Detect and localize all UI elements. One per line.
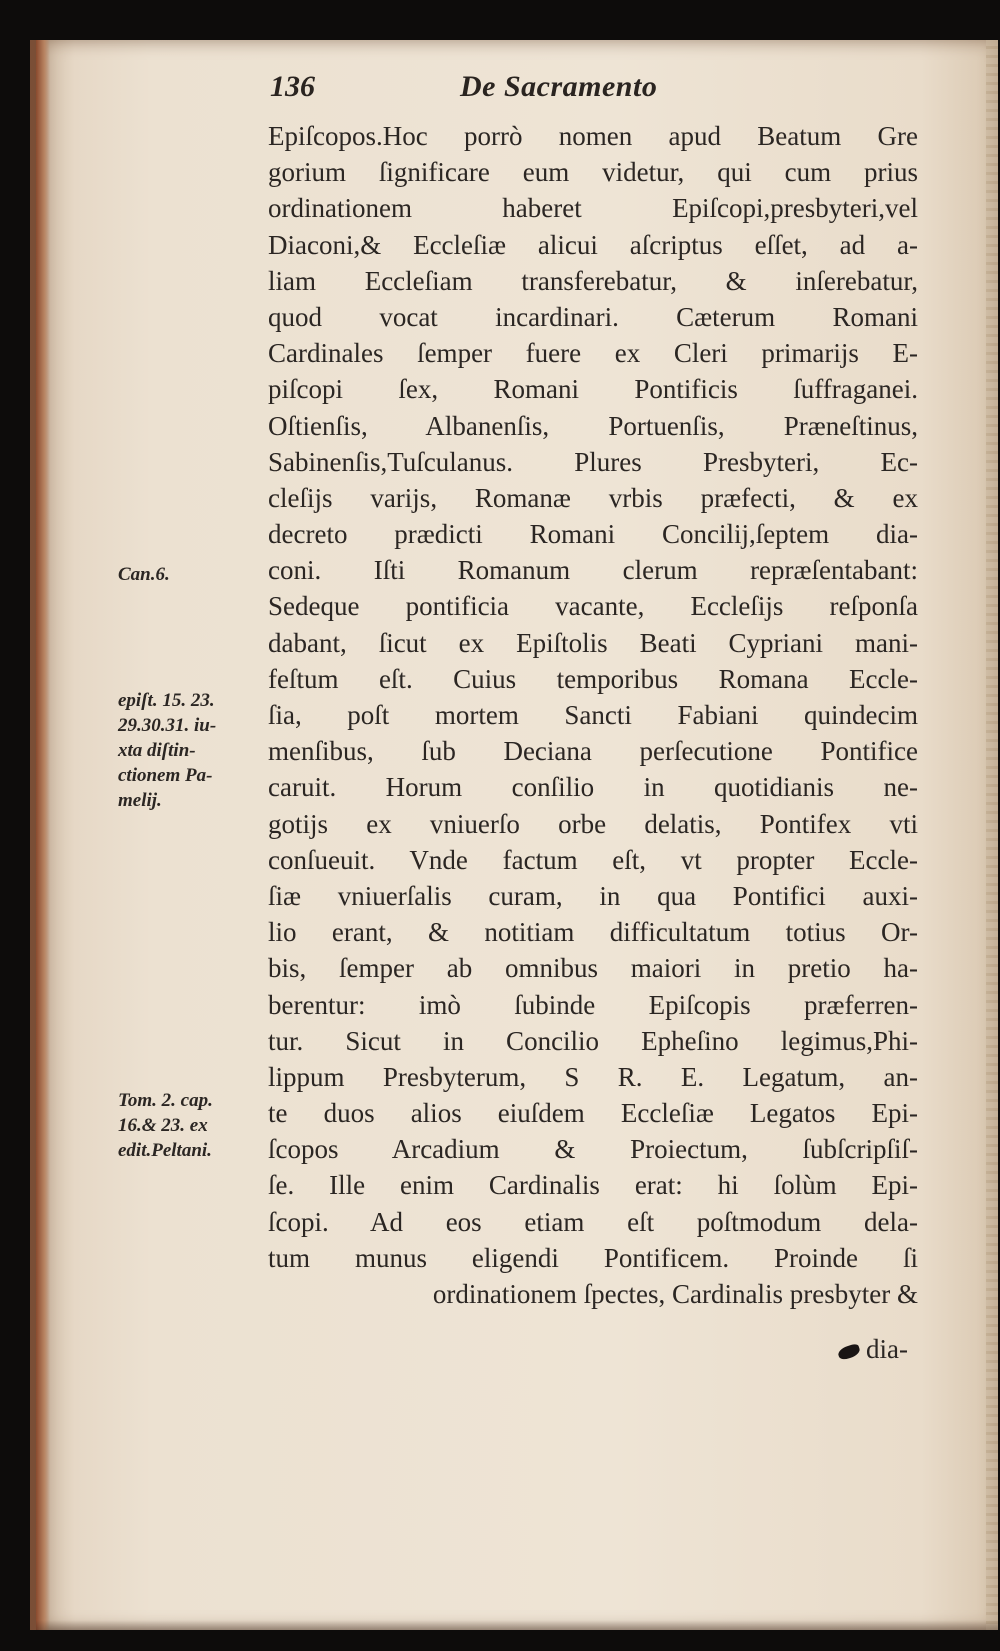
margin-note-line: 16.& 23. ex [118,1115,208,1136]
text-line: conſueuit. Vnde factum eſt, vt propter Eccle- [268,844,918,875]
page-header [270,70,690,110]
margin-note-line: ctionem Pa- [118,765,213,786]
text-line: ordinationem haberet Epiſcopi,presbyteri,vel [268,193,918,224]
margin-note-tome [118,1088,278,1163]
text-line: berentur: imò ſubinde Epiſcopis præferren- [268,989,918,1020]
page-number: 136 [270,70,315,103]
text-line: Sedeque pontificia vacante, Eccleſijs reſponſa [268,591,918,622]
text-line: liam Eccleſiam transferebatur, & inſerebatur, [268,265,918,296]
text-line: menſibus, ſub Deciana perſecutione Pontifice [268,736,918,767]
text-line: decreto prædicti Romani Concilij,ſeptem dia- [268,519,918,550]
text-line: lippum Presbyterum, S R. E. Legatum, an- [268,1061,918,1092]
text-line: Oſtienſis, Albanenſis, Portuenſis, Præneſtinus, [268,410,918,441]
binding-edge [36,40,50,1630]
text-line: Diaconi,& Eccleſiæ alicui aſcriptus eſſet, ad a- [268,229,918,260]
page-bottom-edge [36,1620,998,1630]
text-line: Epiſcopos.Hoc porrò nomen apud Beatum Gre [268,121,918,151]
text-line: tum munus eligendi Pontificem. Proinde ſi [268,1242,918,1273]
text-line: te duos alios eiuſdem Eccleſiæ Legatos Epi- [268,1098,918,1129]
text-line: Cardinales ſemper fuere ex Cleri primarijs E- [268,338,918,369]
margin-note-line: edit.Peltani. [118,1140,212,1161]
text-line: ſcopi. Ad eos etiam eſt poſtmodum dela- [268,1206,918,1237]
text-line: gorium ſignificare eum videtur, qui cum prius [268,157,918,188]
margin-note-line: epiſt. 15. 23. [118,690,215,711]
text-line: ſia, poſt mortem Sancti Fabiani quindecim [268,700,918,730]
catchword-text: dia- [866,1334,908,1364]
text-line: bis, ſemper ab omnibus maiori in pretio ha- [268,953,918,984]
margin-note-line: melij. [118,790,162,811]
margin-note-line: Tom. 2. cap. [118,1090,213,1111]
text-line: ſcopos Arcadium & Proiectum, ſubſcripſiſ- [268,1134,918,1165]
text-line: ſiæ vniuerſalis curam, in qua Pontifici auxi- [268,880,918,911]
text-line: tur. Sicut in Concilio Epheſino legimus,Phi- [268,1025,918,1056]
text-line: Sabinenſis,Tuſculanus. Plures Presbyteri, Ec- [268,446,918,477]
text-line: cleſijs varijs, Romanæ vrbis præfecti, & ex [268,482,918,513]
margin-note-line: 29.30.31. iu- [118,715,217,736]
margin-note-line: xta diſtin- [118,740,196,761]
margin-note-line: Can.6. [118,564,170,585]
text-line: coni. Iſti Romanum clerum repræſentabant: [268,555,918,586]
ink-blot-icon [837,1343,862,1361]
text-line: piſcopi ſex, Romani Pontificis ſuffraganei. [268,374,918,405]
text-line: ſe. Ille enim Cardinalis erat: hi ſolùm Epi- [268,1170,918,1201]
text-line: lio erant, & notitiam difficultatum totius Or- [268,917,918,948]
catchword [838,1334,908,1365]
text-line: dabant, ſicut ex Epiſtolis Beati Cypriani mani- [268,627,918,658]
running-title: De Sacramento [460,70,658,103]
margin-note-canon [118,562,278,587]
page-fore-edge [986,40,998,1630]
text-line: feſtum eſt. Cuius temporibus Romana Eccle- [268,663,918,694]
text-line: quod vocat incardinari. Cæterum Romani [268,301,918,332]
text-line: caruit. Horum conſilio in quotidianis ne- [268,772,918,803]
text-line: ordinationem ſpectes, Cardinalis presbyter & [432,1279,918,1309]
text-line: gotijs ex vniuerſo orbe delatis, Pontifex vti [268,808,918,839]
main-text-block [268,118,918,1312]
margin-note-epistles [118,688,278,813]
